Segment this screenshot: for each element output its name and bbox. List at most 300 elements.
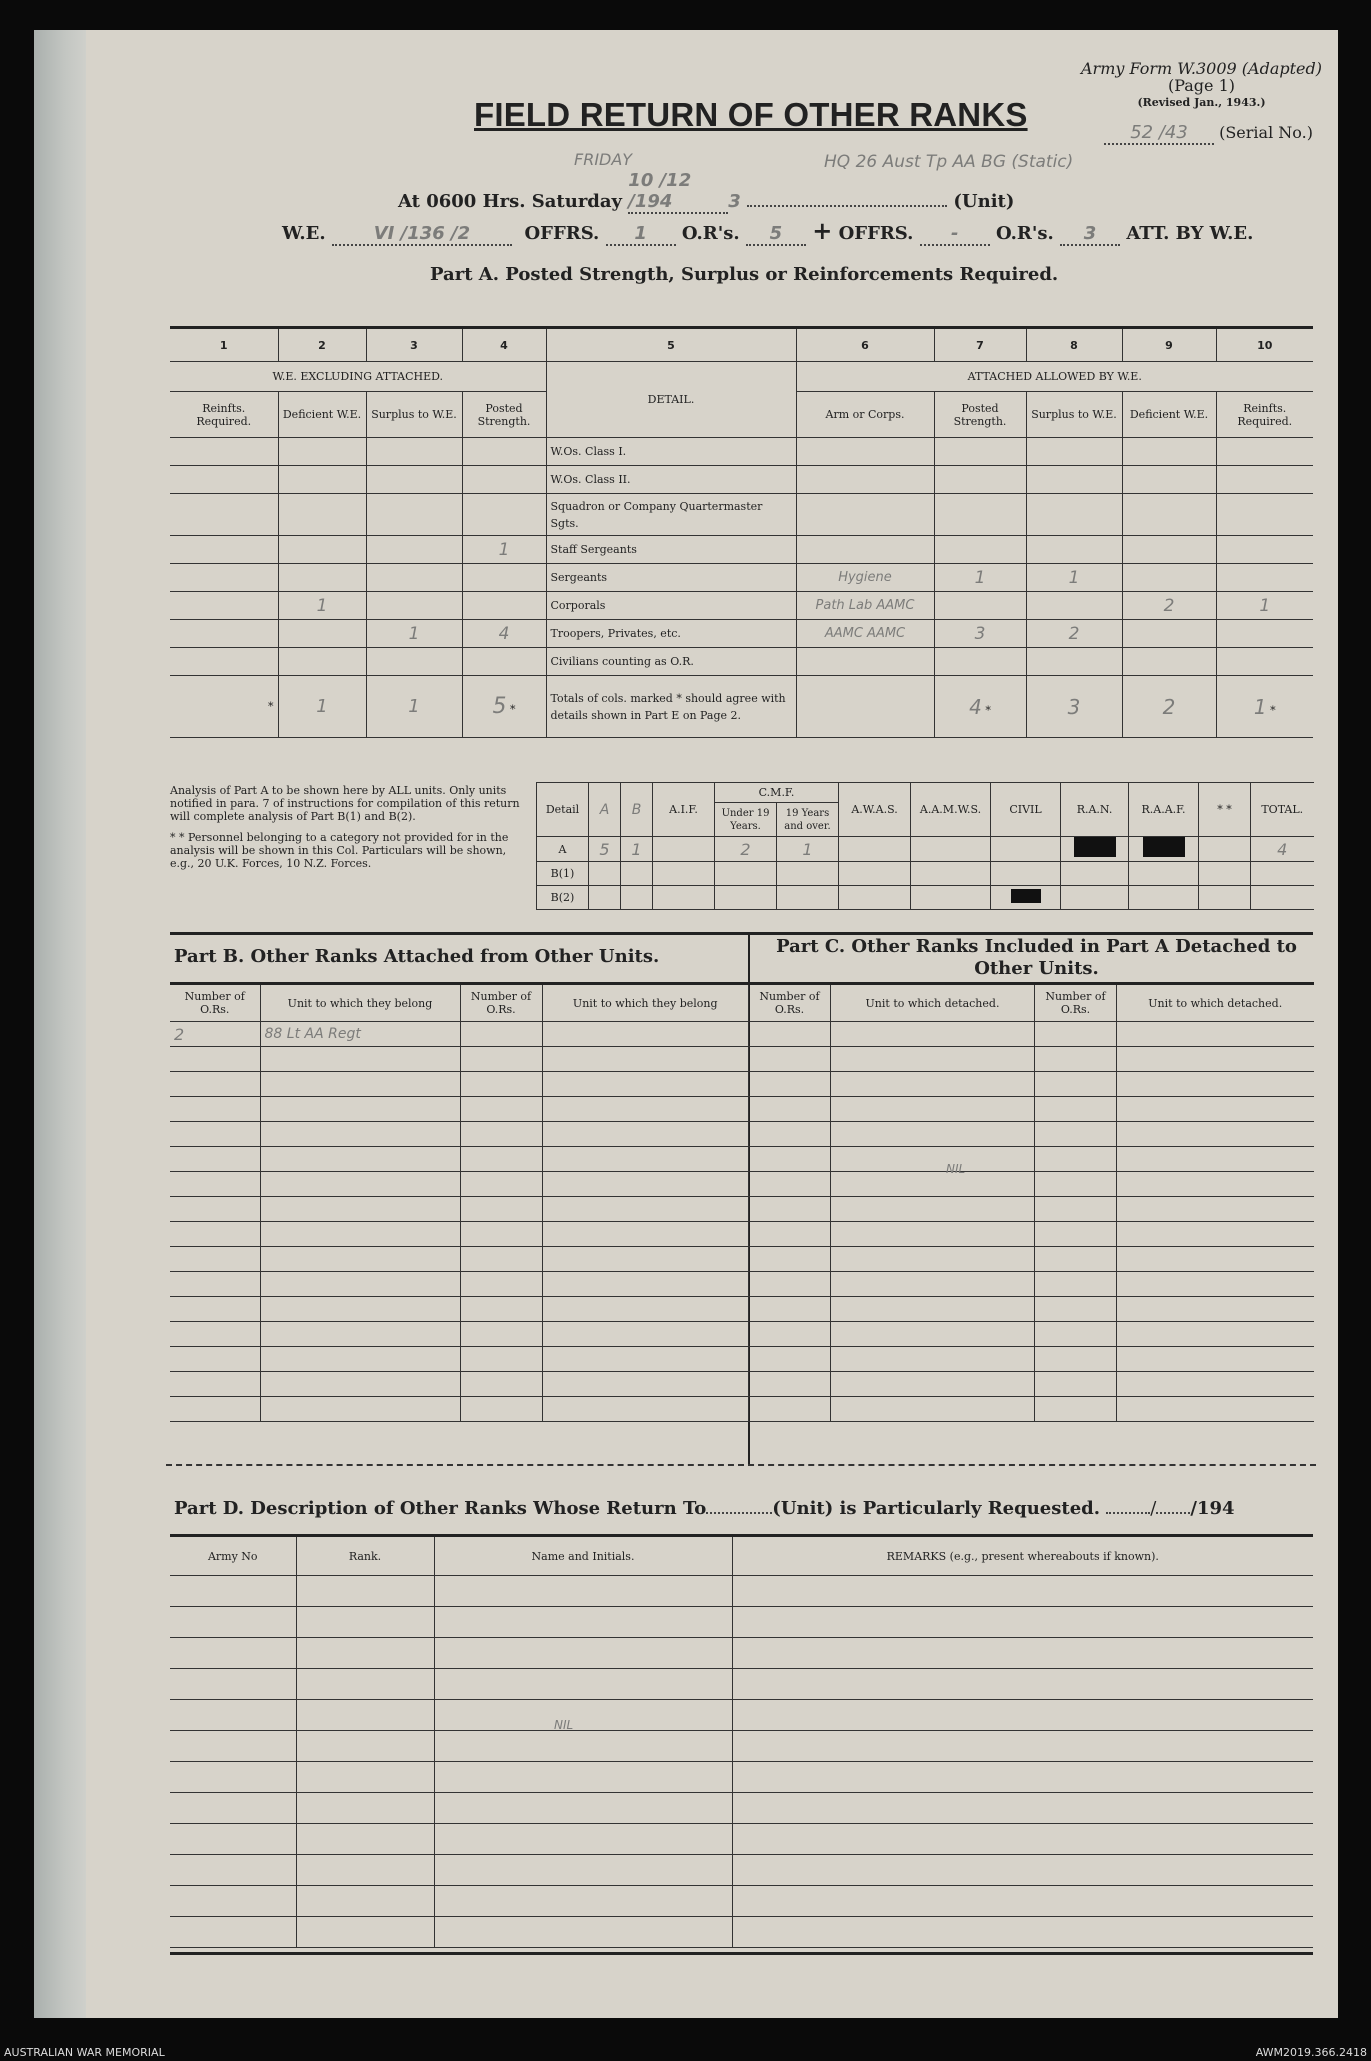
- part-a-cell-c10: [1216, 648, 1313, 676]
- analysis-hand-a: A: [589, 783, 621, 837]
- analysis-cell-total: [1251, 886, 1314, 910]
- page-title: FIELD RETURN OF OTHER RANKS: [474, 96, 1028, 133]
- part-a-cell-c4: [462, 438, 546, 466]
- part-b-cell: [460, 1322, 542, 1347]
- part-a-cell-c3: [366, 536, 462, 564]
- part-d-row: [170, 1824, 1313, 1855]
- part-c-hdr-unit-2: Unit to which detached.: [1117, 984, 1314, 1022]
- part-a-cell-c7: 1: [934, 564, 1026, 592]
- analysis-cell-pre1: [589, 862, 621, 886]
- part-a-cell-c8: [1026, 438, 1122, 466]
- part-a-row: [170, 648, 1313, 676]
- part-a-cell-c2: [278, 494, 366, 536]
- part-c-row: [749, 1122, 1314, 1147]
- part-a-cell-c8: 1: [1026, 564, 1122, 592]
- unit-label: (Unit): [953, 191, 1015, 212]
- analysis-cell-awas: [839, 886, 911, 910]
- part-c-cell: [749, 1047, 831, 1072]
- part-d-cell: [732, 1886, 1313, 1917]
- part-a-cell-c10: [1216, 494, 1313, 536]
- part-b-cell: [260, 1247, 460, 1272]
- part-d-cell: [434, 1886, 732, 1917]
- offrs2-value: -: [920, 223, 990, 246]
- offrs-value: 1: [606, 223, 676, 246]
- part-b-cell: [542, 1347, 748, 1372]
- totals-c10: 1: [1253, 694, 1267, 719]
- analysis-hdr-awas: A.W.A.S.: [839, 783, 911, 837]
- part-a-cell-detail: Sergeants: [546, 564, 796, 592]
- redaction-mark: [1011, 889, 1041, 903]
- part-d-cell: [732, 1917, 1313, 1948]
- part-d-cell: [434, 1607, 732, 1638]
- part-a-cell-c4: [462, 494, 546, 536]
- part-b-cell: [170, 1047, 260, 1072]
- analysis-cell-u19: [715, 862, 777, 886]
- part-b-cell: [170, 1072, 260, 1097]
- part-c-row: [749, 1372, 1314, 1397]
- part-c-cell: [1117, 1372, 1314, 1397]
- part-a-cell-c9: [1122, 564, 1216, 592]
- totals-c3: 1: [366, 676, 462, 738]
- part-c-row: [749, 1197, 1314, 1222]
- part-a-cell-c8: [1026, 466, 1122, 494]
- totals-c4: 5: [492, 694, 507, 719]
- we-label: W.E.: [282, 223, 326, 244]
- analysis-cell-civil: [991, 886, 1061, 910]
- part-d-cell: [434, 1917, 732, 1948]
- analysis-cell-awas: [839, 862, 911, 886]
- part-d-cell: [170, 1638, 296, 1669]
- analysis-hdr-under19: Under 19 Years.: [715, 803, 777, 837]
- part-a-cell-c6: Hygiene: [796, 564, 934, 592]
- analysis-cell-other: [1199, 837, 1251, 862]
- part-c-cell: [749, 1197, 831, 1222]
- part-a-cell-c2: 1: [278, 592, 366, 620]
- part-c-cell: [831, 1047, 1035, 1072]
- part-d-row: [170, 1886, 1313, 1917]
- part-b-cell: [260, 1197, 460, 1222]
- part-c-table: [748, 982, 1314, 1422]
- plus-sign: +: [812, 216, 833, 245]
- analysis-cell-other: [1199, 886, 1251, 910]
- part-a-cell-c4: [462, 648, 546, 676]
- part-c-row: [749, 1172, 1314, 1197]
- part-a-cell-c2: [278, 536, 366, 564]
- part-b-cell: [460, 1272, 542, 1297]
- part-b-row: [170, 1372, 748, 1397]
- analysis-cell-aif: [653, 837, 715, 862]
- totals-c7: 4: [969, 694, 982, 719]
- part-d-cell: [296, 1669, 434, 1700]
- part-a-cell-c9: [1122, 494, 1216, 536]
- part-c-cell: [1117, 1047, 1314, 1072]
- part-b-cell: [170, 1222, 260, 1247]
- part-c-cell: [1035, 1022, 1117, 1047]
- part-b-row: [170, 1097, 748, 1122]
- analysis-cell-raaf: [1129, 886, 1199, 910]
- footer-archive-name: AUSTRALIAN WAR MEMORIAL: [4, 2046, 165, 2059]
- part-c-cell: [831, 1222, 1035, 1247]
- at-label: At 0600 Hrs. Saturday: [398, 191, 623, 212]
- part-d-row: [170, 1731, 1313, 1762]
- part-b-cell: [542, 1072, 748, 1097]
- part-c-cell: [1117, 1172, 1314, 1197]
- analysis-cell-o19: [777, 886, 839, 910]
- part-c-row: [749, 1022, 1314, 1047]
- part-d-cell: [732, 1669, 1313, 1700]
- part-a-cell-detail: Squadron or Company Quartermaster Sgts.: [546, 494, 796, 536]
- part-a-row: [170, 620, 1313, 648]
- part-b-body: [170, 1022, 748, 1422]
- part-a-cell-c8: [1026, 494, 1122, 536]
- part-b-cell: [460, 1172, 542, 1197]
- part-b-cell: [542, 1147, 748, 1172]
- part-b-cell: [542, 1247, 748, 1272]
- hdr-surplus-left: Surplus to W.E.: [366, 392, 462, 438]
- binding-strip: [34, 30, 86, 2018]
- part-c-cell: [1035, 1222, 1117, 1247]
- part-d-title-c: /194: [1190, 1498, 1235, 1519]
- col-num-5: 5: [546, 328, 796, 362]
- part-d-title-a: Part D. Description of Other Ranks Whose Return To: [174, 1498, 707, 1519]
- part-d-cell: [170, 1793, 296, 1824]
- analysis-hdr-over19: 19 Years and over.: [777, 803, 839, 837]
- part-d-cell: [732, 1607, 1313, 1638]
- part-b-cell: [542, 1272, 748, 1297]
- part-a-row: [170, 494, 1313, 536]
- part-a-cell-c10: [1216, 620, 1313, 648]
- part-a-cell-c1: [170, 466, 278, 494]
- part-c-cell: [1035, 1247, 1117, 1272]
- part-a-cell-c9: [1122, 466, 1216, 494]
- col-number-row: [170, 328, 1313, 362]
- part-b-cell: [460, 1222, 542, 1247]
- part-a-cell-c7: [934, 648, 1026, 676]
- part-a-cell-c6: AAMC AAMC: [796, 620, 934, 648]
- part-c-cell: [831, 1272, 1035, 1297]
- part-b-cell: [260, 1347, 460, 1372]
- part-c-cell: [831, 1022, 1035, 1047]
- part-c-cell: [749, 1072, 831, 1097]
- part-b-cell: [260, 1047, 460, 1072]
- part-c-hdr-number-1: Number of O.Rs.: [749, 984, 831, 1022]
- part-a-cell-c4: [462, 564, 546, 592]
- part-c-cell: [749, 1297, 831, 1322]
- we-line: [282, 216, 1253, 246]
- part-a-cell-detail: Corporals: [546, 592, 796, 620]
- part-a-cell-c4: 1: [462, 536, 546, 564]
- redaction-mark: [1074, 837, 1116, 857]
- hdr-reinfts-right: Reinfts. Required.: [1216, 392, 1313, 438]
- part-a-cell-c8: [1026, 592, 1122, 620]
- part-d-cell: [296, 1700, 434, 1731]
- part-a-cell-c7: [934, 438, 1026, 466]
- part-a-row: [170, 592, 1313, 620]
- part-a-cell-c1: [170, 592, 278, 620]
- part-d-cell: [732, 1793, 1313, 1824]
- part-a-cell-c7: 3: [934, 620, 1026, 648]
- part-a-cell-c1: [170, 620, 278, 648]
- part-b-cell: [170, 1172, 260, 1197]
- analysis-cell-aif: [653, 862, 715, 886]
- part-b-cell: [260, 1147, 460, 1172]
- part-d-row: [170, 1762, 1313, 1793]
- part-d-cell: [434, 1793, 732, 1824]
- part-c-cell: [749, 1172, 831, 1197]
- part-d-cell: [170, 1824, 296, 1855]
- unit-handwritten: HQ 26 Aust Tp AA BG (Static): [824, 152, 1074, 172]
- part-a-cell-c10: [1216, 564, 1313, 592]
- part-d-cell: [296, 1607, 434, 1638]
- part-b-cell: [460, 1297, 542, 1322]
- part-a-cell-detail: W.Os. Class I.: [546, 438, 796, 466]
- analysis-cell-ran: [1061, 886, 1129, 910]
- part-b-cell: [260, 1297, 460, 1322]
- totals-c8: 3: [1026, 676, 1122, 738]
- part-c-cell: [749, 1322, 831, 1347]
- form-reference: [1081, 60, 1322, 111]
- part-c-cell: [1117, 1072, 1314, 1097]
- analysis-cell-ran: [1061, 837, 1129, 862]
- part-a-cell-c2: [278, 438, 366, 466]
- part-b-cell: [170, 1347, 260, 1372]
- part-b-cell: 88 Lt AA Regt: [260, 1022, 460, 1047]
- part-c-cell: [749, 1122, 831, 1147]
- part-a-cell-c9: [1122, 438, 1216, 466]
- totals-row: [170, 676, 1313, 738]
- part-b-cell: [542, 1222, 748, 1247]
- analysis-hdr-raaf: R.A.A.F.: [1129, 783, 1199, 837]
- part-a-cell-c9: [1122, 648, 1216, 676]
- part-b-cell: [260, 1397, 460, 1422]
- hdr-deficient-left: Deficient W.E.: [278, 392, 366, 438]
- part-d-hdr-remarks: REMARKS (e.g., present whereabouts if known).: [732, 1536, 1313, 1576]
- serial-line: [1104, 122, 1313, 145]
- part-d-cell: [434, 1700, 732, 1731]
- part-a-cell-c9: [1122, 536, 1216, 564]
- ors-label: O.R's.: [681, 223, 740, 244]
- we-value: VI /136 /2: [332, 223, 512, 246]
- part-d-table: [170, 1534, 1313, 1948]
- totals-c9: 2: [1122, 676, 1216, 738]
- part-a-cell-detail: Troopers, Privates, etc.: [546, 620, 796, 648]
- part-d-hdr-rank: Rank.: [296, 1536, 434, 1576]
- part-a-cell-c7: [934, 466, 1026, 494]
- part-b-hdr-unit-1: Unit to which they belong: [260, 984, 460, 1022]
- analysis-hdr-civil: CIVIL: [991, 783, 1061, 837]
- part-d-cell: [296, 1638, 434, 1669]
- part-c-cell: [831, 1072, 1035, 1097]
- revised-date: (Revised Jan., 1943.): [1137, 96, 1266, 109]
- analysis-cell-raaf: [1129, 837, 1199, 862]
- analysis-cell-total: [1251, 862, 1314, 886]
- part-c-row: [749, 1147, 1314, 1172]
- day-handwritten: FRIDAY: [574, 150, 633, 169]
- part-d-row: [170, 1669, 1313, 1700]
- part-d-bottom-rule: [170, 1952, 1313, 1955]
- analysis-detail-header: Detail: [537, 783, 589, 837]
- analysis-cell-pre2: [621, 862, 653, 886]
- part-a-cell-c6: [796, 648, 934, 676]
- part-d-cell: [434, 1762, 732, 1793]
- part-b-table: [170, 982, 748, 1422]
- part-a-cell-c8: 2: [1026, 620, 1122, 648]
- part-a-cell-c3: [366, 592, 462, 620]
- part-d-row: [170, 1855, 1313, 1886]
- part-b-cell: [542, 1397, 748, 1422]
- part-c-cell: [749, 1097, 831, 1122]
- part-c-cell: [831, 1397, 1035, 1422]
- analysis-row: [537, 837, 1314, 862]
- totals-c2: 1: [278, 676, 366, 738]
- analysis-cell-total: 4: [1251, 837, 1314, 862]
- part-d-cell: [434, 1731, 732, 1762]
- analysis-table: [536, 782, 1314, 910]
- part-c-cell: [1035, 1047, 1117, 1072]
- part-d-cell: [732, 1824, 1313, 1855]
- part-b-cell: [260, 1222, 460, 1247]
- part-b-cell: [460, 1097, 542, 1122]
- part-c-cell: [1035, 1297, 1117, 1322]
- totals-c10-mark: *: [1270, 703, 1276, 717]
- part-c-cell: [1117, 1197, 1314, 1222]
- part-a-cell-c8: [1026, 648, 1122, 676]
- part-c-row: [749, 1322, 1314, 1347]
- col-num-7: 7: [934, 328, 1026, 362]
- part-c-nil: NIL: [946, 1162, 966, 1176]
- part-c-cell: [831, 1247, 1035, 1272]
- part-d-cell: [732, 1855, 1313, 1886]
- analysis-cell-other: [1199, 862, 1251, 886]
- part-d-cell: [170, 1576, 296, 1607]
- part-c-cell: [1035, 1097, 1117, 1122]
- part-d-cell: [732, 1731, 1313, 1762]
- analysis-hdr-total: TOTAL.: [1251, 783, 1314, 837]
- form-ref-text: Army Form W.3009: [1080, 59, 1237, 78]
- redaction-mark: [1143, 837, 1185, 857]
- part-a-cell-c10: 1: [1216, 592, 1313, 620]
- part-b-cell: 2: [170, 1022, 260, 1047]
- part-b-hdr-unit-2: Unit to which they belong: [542, 984, 748, 1022]
- part-a-cell-c2: [278, 648, 366, 676]
- part-d-cell: [296, 1762, 434, 1793]
- part-c-cell: [831, 1297, 1035, 1322]
- part-c-cell: [831, 1122, 1035, 1147]
- part-c-cell: [831, 1372, 1035, 1397]
- part-a-cell-c3: [366, 438, 462, 466]
- part-c-cell: [1035, 1322, 1117, 1347]
- part-d-cell: [170, 1855, 296, 1886]
- part-c-cell: [1035, 1347, 1117, 1372]
- col-num-2: 2: [278, 328, 366, 362]
- part-b-cell: [542, 1372, 748, 1397]
- group-right-header: ATTACHED ALLOWED BY W.E.: [796, 362, 1313, 392]
- part-b-row: [170, 1247, 748, 1272]
- analysis-row: [537, 886, 1314, 910]
- analysis-cell-o19: [777, 862, 839, 886]
- analysis-cell-u19: 2: [715, 837, 777, 862]
- part-c-row: [749, 1297, 1314, 1322]
- part-c-row: [749, 1222, 1314, 1247]
- part-d-row: [170, 1793, 1313, 1824]
- form-ref-adapted: (Adapted): [1241, 59, 1322, 78]
- part-a-cell-detail: Civilians counting as O.R.: [546, 648, 796, 676]
- part-a-row: [170, 536, 1313, 564]
- part-a-cell-c10: [1216, 536, 1313, 564]
- part-a-cell-c3: [366, 648, 462, 676]
- part-a-cell-c9: 2: [1122, 592, 1216, 620]
- part-b-row: [170, 1347, 748, 1372]
- hdr-posted-right: Posted Strength.: [934, 392, 1026, 438]
- part-b-cell: [260, 1372, 460, 1397]
- part-a-row: [170, 564, 1313, 592]
- part-d-cell: [434, 1669, 732, 1700]
- part-d-row: [170, 1638, 1313, 1669]
- part-b-cell: [260, 1097, 460, 1122]
- part-b-cell: [542, 1197, 748, 1222]
- part-a-cell-c8: [1026, 536, 1122, 564]
- part-c-row: [749, 1272, 1314, 1297]
- analysis-cell-ran: [1061, 862, 1129, 886]
- part-b-row: [170, 1122, 748, 1147]
- part-c-row: [749, 1072, 1314, 1097]
- part-bc-rule: [170, 932, 1313, 935]
- part-c-row: [749, 1097, 1314, 1122]
- part-c-cell: [749, 1372, 831, 1397]
- part-a-title: Part A. Posted Strength, Surplus or Reinforcements Required.: [430, 264, 1059, 285]
- part-b-row: [170, 1147, 748, 1172]
- part-c-cell: [749, 1397, 831, 1422]
- att-label: ATT. BY W.E.: [1126, 223, 1254, 244]
- analysis-cell-pre1: 5: [589, 837, 621, 862]
- part-b-cell: [260, 1172, 460, 1197]
- part-b-cell: [542, 1022, 748, 1047]
- part-d-row: [170, 1700, 1313, 1731]
- analysis-cell-aamws: [911, 862, 991, 886]
- part-b-cell: [170, 1272, 260, 1297]
- ors2-label: O.R's.: [996, 223, 1054, 244]
- analysis-hdr-aif: A.I.F.: [653, 783, 715, 837]
- part-d-hdr-army-no: Army No: [170, 1536, 296, 1576]
- part-a-cell-c6: [796, 438, 934, 466]
- part-a-cell-c1: [170, 438, 278, 466]
- part-a-table: [170, 326, 1313, 738]
- part-b-cell: [460, 1347, 542, 1372]
- col-num-6: 6: [796, 328, 934, 362]
- hdr-deficient-right: Deficient W.E.: [1122, 392, 1216, 438]
- part-b-row: [170, 1222, 748, 1247]
- serial-value: 52 /43: [1104, 122, 1214, 145]
- analysis-hand-b: B: [621, 783, 653, 837]
- part-d-title-b: (Unit) is Particularly Requested.: [772, 1498, 1101, 1519]
- analysis-cell-pre2: [621, 886, 653, 910]
- analysis-cell-pre2: 1: [621, 837, 653, 862]
- totals-c4-mark: *: [510, 703, 516, 716]
- part-a-row: [170, 466, 1313, 494]
- offrs2-label: OFFRS.: [838, 223, 914, 244]
- part-c-cell: [749, 1272, 831, 1297]
- ors-value: 5: [746, 223, 806, 246]
- part-a-cell-c7: [934, 536, 1026, 564]
- part-c-cell: [1117, 1222, 1314, 1247]
- analysis-note-2: * * Personnel belonging to a category not provided for in the analysis will be shown in this Col. Particulars will be shown, e.g., 20 U.K. Forces, 10 N.Z. Forces.: [170, 831, 509, 870]
- part-d-cell: [170, 1917, 296, 1948]
- part-c-cell: [1117, 1322, 1314, 1347]
- part-b-cell: [170, 1147, 260, 1172]
- part-d-body: [170, 1576, 1313, 1948]
- part-c-row: [749, 1397, 1314, 1422]
- part-d-cell: [434, 1638, 732, 1669]
